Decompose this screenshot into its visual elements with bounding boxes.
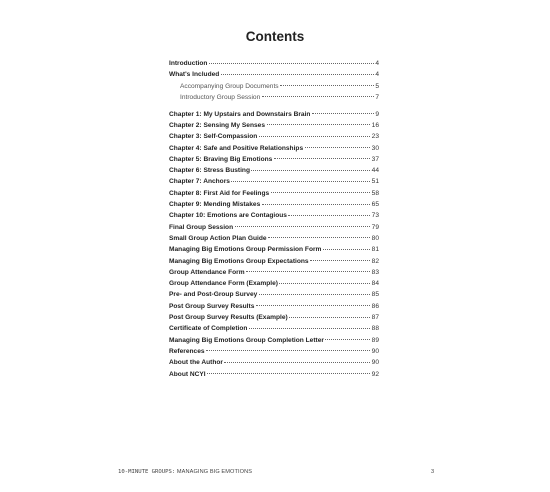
dot-leader — [246, 271, 370, 272]
dot-leader — [325, 339, 370, 340]
dot-leader — [323, 249, 370, 250]
dot-leader — [288, 215, 370, 216]
toc-entry-label: Chapter 4: Safe and Positive Relationships — [169, 144, 304, 152]
dot-leader — [249, 328, 370, 329]
toc-entry-page-number: 92 — [371, 370, 379, 378]
dot-leader — [231, 181, 370, 182]
dot-leader — [267, 124, 371, 125]
toc-entry-page-number: 9 — [375, 110, 379, 118]
toc-main-section — [169, 109, 379, 380]
toc-entry-label: Final Group Session — [169, 223, 234, 231]
dot-leader — [206, 350, 370, 351]
toc-entry-label: Group Attendance Form — [169, 268, 245, 276]
toc-entry-label: Chapter 10: Emotions are Contagious — [169, 212, 287, 220]
toc-front-section — [169, 58, 379, 103]
footer-page-number: 3 — [431, 469, 435, 475]
toc-entry-page-number: 44 — [371, 167, 379, 175]
toc-entry-page-number: 23 — [371, 133, 379, 141]
toc-entry-label: Introduction — [169, 60, 208, 67]
dot-leader — [221, 74, 374, 75]
dot-leader — [224, 362, 370, 363]
toc-entry — [169, 210, 379, 221]
toc-entry — [169, 109, 379, 120]
toc-entry — [169, 69, 379, 80]
dot-leader — [209, 63, 374, 64]
toc-entry-page-number: 37 — [371, 155, 379, 163]
toc-entry-page-number: 5 — [375, 82, 379, 90]
toc-entry-page-number: 86 — [371, 302, 379, 310]
page-title: Contents — [245, 29, 305, 44]
toc-entry — [169, 120, 379, 131]
dot-leader — [271, 192, 371, 193]
toc-entry-label: Chapter 7: Anchors — [169, 178, 230, 186]
toc-entry-label: Accompanying Group Documents — [180, 82, 279, 90]
dot-leader — [262, 204, 370, 205]
toc-entry — [169, 346, 379, 357]
toc-entry-label: Chapter 9: Mending Mistakes — [169, 201, 261, 209]
toc-entry-page-number: 83 — [371, 268, 379, 276]
toc-entry-label: References — [169, 347, 205, 355]
toc-entry — [169, 165, 379, 176]
toc-entry — [169, 199, 379, 210]
toc-subentry — [169, 81, 379, 92]
toc-entry-label: Post Group Survey Results — [169, 302, 255, 310]
toc-entry-page-number: 90 — [371, 347, 379, 355]
dot-leader — [251, 170, 370, 171]
toc-entry-label: Chapter 3: Self-Compassion — [169, 133, 258, 141]
dot-leader — [262, 96, 374, 97]
toc-entry-label: About NCYI — [169, 370, 206, 378]
toc-entry — [169, 312, 379, 323]
toc-entry — [169, 278, 379, 289]
toc-entry-page-number: 30 — [371, 144, 379, 152]
toc-entry-page-number: 51 — [371, 178, 379, 186]
toc-entry-page-number: 82 — [371, 257, 379, 265]
toc-entry-label: Chapter 1: My Upstairs and Downstairs Brain — [169, 110, 311, 118]
toc-entry — [169, 222, 379, 233]
dot-leader — [259, 294, 370, 295]
toc-subentry — [169, 92, 379, 103]
toc-entry — [169, 323, 379, 334]
toc-entry — [169, 143, 379, 154]
toc-entry-page-number: 16 — [371, 121, 379, 129]
toc-entry-label: Small Group Action Plan Guide — [169, 234, 267, 242]
toc-entry-label: What's Included — [169, 71, 220, 79]
toc-entry — [169, 176, 379, 187]
dot-leader — [280, 85, 374, 86]
toc-entry-page-number: 88 — [371, 325, 379, 333]
toc-entry-page-number: 7 — [375, 93, 379, 101]
toc-entry — [169, 369, 379, 380]
dot-leader — [279, 283, 370, 284]
toc-entry-page-number: 81 — [371, 246, 379, 254]
toc-entry-label: Group Attendance Form (Example) — [169, 280, 278, 288]
toc-entry-page-number: 79 — [371, 223, 379, 231]
toc-entry — [169, 335, 379, 346]
toc-entry — [169, 154, 379, 165]
toc-entry-label: Chapter 8: First Aid for Feelings — [169, 189, 270, 197]
toc-entry-label: Managing Big Emotions Group Expectations — [169, 257, 309, 265]
toc-entry-label: Chapter 6: Stress Busting — [169, 167, 250, 175]
toc-entry-page-number: 4 — [375, 60, 379, 67]
toc-entry-page-number: 89 — [371, 336, 379, 344]
dot-leader — [207, 373, 370, 374]
dot-leader — [235, 226, 371, 227]
toc-entry-page-number: 73 — [371, 212, 379, 220]
toc-entry-label: Chapter 2: Sensing My Senses — [169, 121, 266, 129]
toc-entry-label: Pre- and Post-Group Survey — [169, 291, 258, 299]
toc-entry-page-number: 4 — [375, 71, 379, 79]
toc-entry-page-number: 80 — [371, 234, 379, 242]
toc-entry-label: Certificate of Completion — [169, 325, 248, 333]
dot-leader — [274, 158, 370, 159]
toc-entry — [169, 256, 379, 267]
toc-entry — [169, 301, 379, 312]
toc-entry-label: Chapter 5: Braving Big Emotions — [169, 155, 273, 163]
toc-entry-label: Introductory Group Session — [180, 93, 261, 101]
toc-entry-page-number: 90 — [371, 359, 379, 367]
toc-entry — [169, 233, 379, 244]
toc-entry — [169, 357, 379, 368]
footer-book-title: MANAGING BIG EMOTIONS — [176, 469, 253, 475]
toc-entry — [169, 188, 379, 199]
dot-leader — [305, 147, 371, 148]
toc-entry-page-number: 65 — [371, 201, 379, 209]
dot-leader — [256, 305, 370, 306]
toc-entry — [169, 131, 379, 142]
toc-entry-label: About the Author — [169, 359, 223, 367]
dot-leader — [289, 317, 370, 318]
toc-entry-page-number: 85 — [371, 291, 379, 299]
dot-leader — [268, 237, 370, 238]
dot-leader — [310, 260, 370, 261]
toc-entry-label: Managing Big Emotions Group Completion Letter — [169, 336, 324, 344]
toc-entry — [169, 58, 379, 69]
footer-running-title — [118, 469, 252, 475]
footer-series-name: 10-MINUTE GROUPS: — [118, 469, 176, 475]
toc-entry — [169, 244, 379, 255]
dot-leader — [312, 113, 374, 114]
dot-leader — [259, 136, 370, 137]
toc-entry-page-number: 84 — [371, 280, 379, 288]
toc-entry-page-number: 58 — [371, 189, 379, 197]
toc-entry-page-number: 87 — [371, 314, 379, 322]
toc-entry-label: Managing Big Emotions Group Permission Form — [169, 246, 322, 254]
table-of-contents — [169, 58, 379, 380]
toc-entry-label: Post Group Survey Results (Example) — [169, 314, 288, 322]
toc-entry — [169, 267, 379, 278]
toc-entry — [169, 289, 379, 300]
